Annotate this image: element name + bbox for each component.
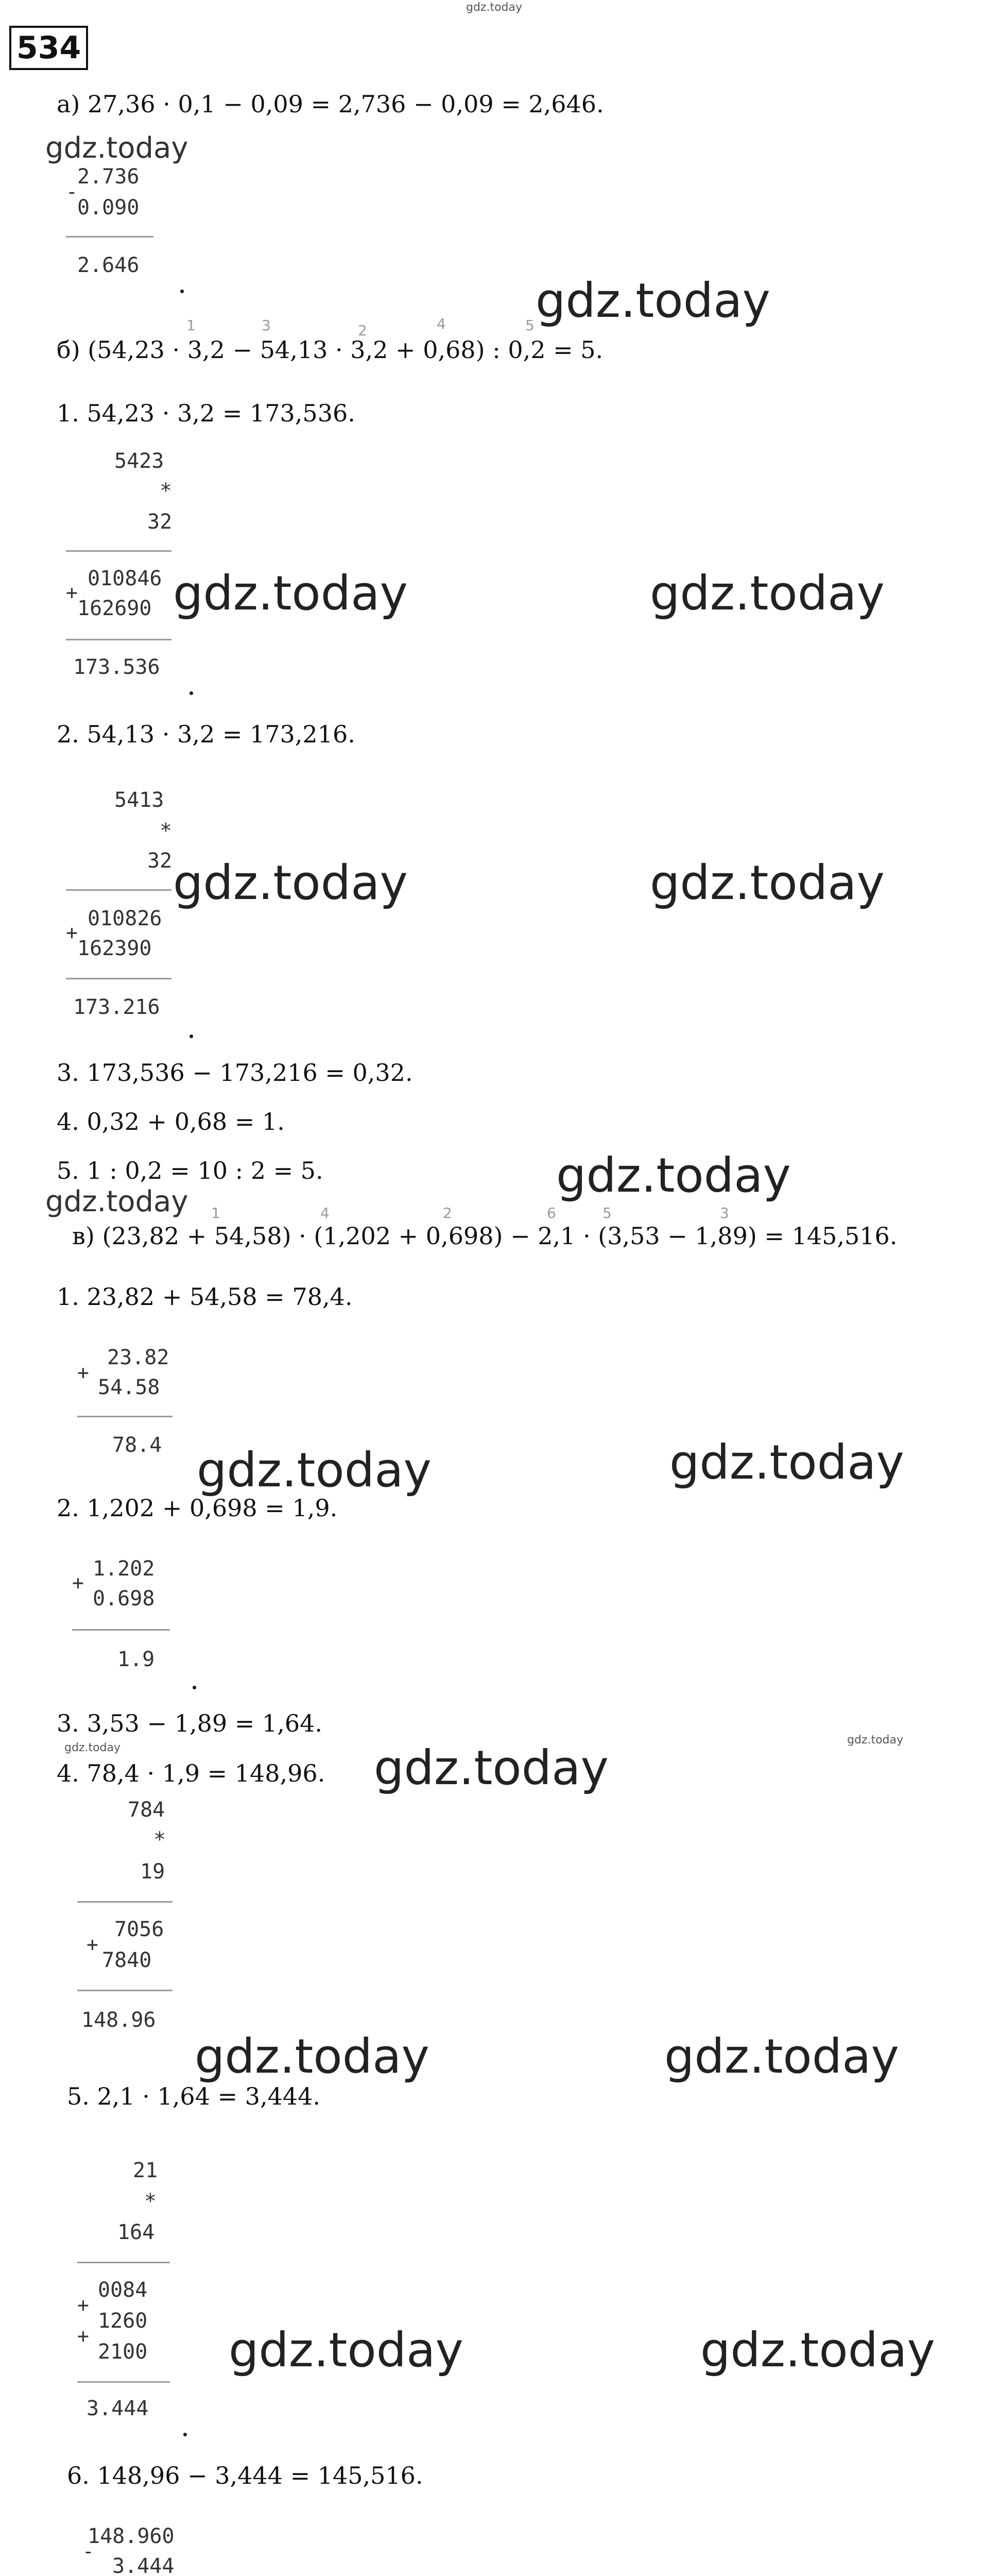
column-rule xyxy=(66,978,171,979)
problem-number: 534 xyxy=(9,26,88,70)
column-result: 148.96 xyxy=(81,2008,156,2032)
column-value: 5413 xyxy=(114,788,164,812)
watermark: gdz.today xyxy=(64,1741,121,1754)
step: 2. 1,202 + 0,698 = 1,9. xyxy=(57,1494,338,1522)
order-mark: 2 xyxy=(443,1205,452,1222)
column-rule xyxy=(77,1416,173,1417)
step: 1. 23,82 + 54,58 = 78,4. xyxy=(57,1283,353,1311)
column-value: 54.58 xyxy=(98,1376,160,1399)
column-value: 3.444 xyxy=(112,2554,175,2576)
order-mark: 3 xyxy=(720,1205,729,1222)
plus-sign: + xyxy=(77,2294,89,2316)
order-mark: 5 xyxy=(525,317,535,334)
column-value: 2.736 xyxy=(77,165,140,189)
partial-product: 1260 xyxy=(98,2309,148,2333)
watermark: gdz.today xyxy=(374,1740,609,1795)
dot xyxy=(189,691,193,695)
column-result: 1.9 xyxy=(117,1648,155,1671)
watermark: gdz.today xyxy=(650,855,885,910)
order-mark: 4 xyxy=(320,1205,330,1222)
column-value: 0.090 xyxy=(77,196,140,219)
watermark: gdz.today xyxy=(173,566,408,621)
watermark: gdz.today xyxy=(650,566,885,621)
column-rule xyxy=(66,639,171,640)
column-value: 23.82 xyxy=(107,1346,169,1369)
column-rule xyxy=(66,236,153,238)
partial-product: 010826 xyxy=(88,907,162,930)
watermark: gdz.today xyxy=(700,2323,935,2378)
column-value: 21 xyxy=(133,2159,158,2182)
watermark: gdz.today xyxy=(229,2323,463,2378)
column-rule xyxy=(66,889,171,891)
step: 5. 2,1 · 1,64 = 3,444. xyxy=(67,2082,321,2110)
column-value: 32 xyxy=(147,849,173,873)
minus-sign: - xyxy=(82,2540,94,2563)
column-rule xyxy=(72,1629,170,1631)
column-value: 148.960 xyxy=(88,2524,175,2548)
plus-sign: + xyxy=(77,1361,89,1384)
order-mark: 4 xyxy=(437,315,446,332)
dot xyxy=(183,2433,187,2436)
step: 3. 3,53 − 1,89 = 1,64. xyxy=(57,1709,322,1737)
equation-b: б) (54,23 · 3,2 − 54,13 · 3,2 + 0,68) : 0,2 = 5. xyxy=(57,336,604,364)
order-mark: 1 xyxy=(186,317,196,334)
order-mark: 2 xyxy=(358,322,367,339)
watermark: gdz.today xyxy=(197,1443,432,1498)
column-rule xyxy=(66,550,171,552)
order-mark: 6 xyxy=(547,1205,556,1222)
step: 5. 1 : 0,2 = 10 : 2 = 5. xyxy=(57,1157,323,1184)
plus-sign: + xyxy=(66,921,78,944)
watermark: gdz.today xyxy=(664,2029,899,2084)
watermark: gdz.today xyxy=(45,131,188,165)
watermark: gdz.today xyxy=(195,2029,429,2084)
multiply-sign: * xyxy=(160,479,173,503)
column-result: 3.444 xyxy=(87,2397,149,2420)
watermark: gdz.today xyxy=(556,1148,791,1203)
equation-a: а) 27,36 · 0,1 − 0,09 = 2,736 − 0,09 = 2,646. xyxy=(57,90,604,118)
column-rule xyxy=(77,2381,170,2383)
plus-sign: + xyxy=(77,2325,89,2347)
partial-product: 010846 xyxy=(88,567,162,590)
minus-sign: - xyxy=(66,180,78,203)
column-result: 173.536 xyxy=(73,655,160,679)
step: 6. 148,96 − 3,444 = 145,516. xyxy=(67,2462,423,2489)
multiply-sign: * xyxy=(144,2190,157,2213)
dot xyxy=(189,1035,193,1038)
column-value: 5423 xyxy=(114,449,164,473)
column-result: 2.646 xyxy=(77,253,140,277)
column-value: 0.698 xyxy=(93,1587,155,1611)
step: 1. 54,23 · 3,2 = 173,536. xyxy=(57,399,355,427)
column-rule xyxy=(77,2262,170,2263)
column-value: 1.202 xyxy=(93,1557,155,1581)
step: 4. 78,4 · 1,9 = 148,96. xyxy=(57,1759,325,1787)
order-mark: 5 xyxy=(602,1205,612,1222)
watermark: gdz.today xyxy=(173,855,408,910)
column-result: 78.4 xyxy=(112,1433,162,1457)
column-value: 32 xyxy=(147,510,173,534)
column-result: 173.216 xyxy=(73,995,160,1019)
dot xyxy=(180,290,184,293)
partial-product: 2100 xyxy=(98,2340,148,2364)
column-value: 784 xyxy=(128,1798,165,1822)
multiply-sign: * xyxy=(153,1828,166,1852)
step: 3. 173,536 − 173,216 = 0,32. xyxy=(57,1059,413,1087)
column-rule xyxy=(77,1990,173,1991)
order-mark: 3 xyxy=(262,317,271,334)
watermark: gdz.today xyxy=(536,273,770,328)
dot xyxy=(193,1686,196,1689)
partial-product: 7056 xyxy=(114,1918,164,1941)
column-rule xyxy=(77,1901,173,1903)
equation-v: в) (23,82 + 54,58) · (1,202 + 0,698) − 2,1 · (3,53 − 1,89) = 145,516. xyxy=(72,1222,898,1250)
partial-product: 162390 xyxy=(77,937,152,960)
step: 4. 0,32 + 0,68 = 1. xyxy=(57,1108,285,1136)
plus-sign: + xyxy=(72,1571,84,1594)
step: 2. 54,13 · 3,2 = 173,216. xyxy=(57,720,355,748)
column-value: 19 xyxy=(140,1860,165,1884)
column-value: 164 xyxy=(117,2221,155,2244)
watermark: gdz.today xyxy=(847,1734,904,1747)
partial-product: 162690 xyxy=(77,597,152,620)
partial-product: 0084 xyxy=(98,2278,148,2302)
watermark: gdz.today xyxy=(669,1435,904,1490)
plus-sign: + xyxy=(66,581,78,604)
top-watermark: gdz.today xyxy=(466,1,523,14)
partial-product: 7840 xyxy=(102,1948,152,1972)
order-mark: 1 xyxy=(211,1205,220,1222)
multiply-sign: * xyxy=(160,819,173,843)
watermark: gdz.today xyxy=(45,1185,188,1218)
plus-sign: + xyxy=(87,1933,98,1956)
